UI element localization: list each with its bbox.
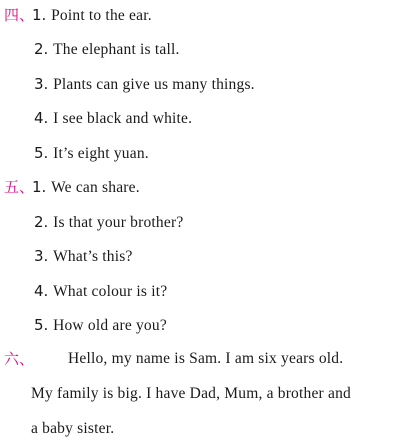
item-text: It’s eight yuan. bbox=[53, 145, 149, 162]
paragraph-line: a baby sister. bbox=[31, 420, 115, 437]
item-text: What colour is it? bbox=[53, 283, 168, 300]
section-5-row-2 bbox=[34, 212, 183, 232]
item-text: Plants can give us many things. bbox=[53, 76, 255, 93]
section-6-label: 六、 bbox=[4, 350, 35, 368]
item-number: 3. bbox=[34, 75, 49, 93]
item-number: 1. bbox=[32, 6, 47, 24]
item-text: The elephant is tall. bbox=[53, 41, 180, 58]
item-text: We can share. bbox=[51, 179, 140, 196]
section-5-row-3 bbox=[34, 246, 133, 266]
item-number: 2. bbox=[34, 40, 49, 58]
paragraph-line: My family is big. I have Dad, Mum, a brother and bbox=[31, 385, 351, 402]
section-4-row-3 bbox=[34, 74, 255, 94]
section-5-label: 五、 bbox=[4, 178, 35, 196]
section-4-row-4 bbox=[34, 108, 192, 128]
item-number: 5. bbox=[34, 316, 49, 334]
section-4-row-5 bbox=[34, 143, 149, 163]
section-4-row-2 bbox=[34, 39, 180, 59]
item-number: 4. bbox=[34, 109, 49, 127]
item-number: 3. bbox=[34, 247, 49, 265]
item-text: I see black and white. bbox=[53, 110, 193, 127]
section-4-label: 四、 bbox=[4, 6, 35, 24]
item-number: 5. bbox=[34, 144, 49, 162]
item-text: Point to the ear. bbox=[51, 7, 152, 24]
item-text: What’s this? bbox=[53, 248, 133, 265]
item-number: 2. bbox=[34, 213, 49, 231]
item-number: 4. bbox=[34, 282, 49, 300]
item-number: 1. bbox=[32, 178, 47, 196]
item-text: Is that your brother? bbox=[53, 214, 184, 231]
paragraph-line: Hello, my name is Sam. I am six years old. bbox=[68, 350, 344, 367]
section-5-row-4 bbox=[34, 281, 167, 301]
section-5-row-5 bbox=[34, 315, 167, 335]
item-text: How old are you? bbox=[53, 317, 167, 334]
